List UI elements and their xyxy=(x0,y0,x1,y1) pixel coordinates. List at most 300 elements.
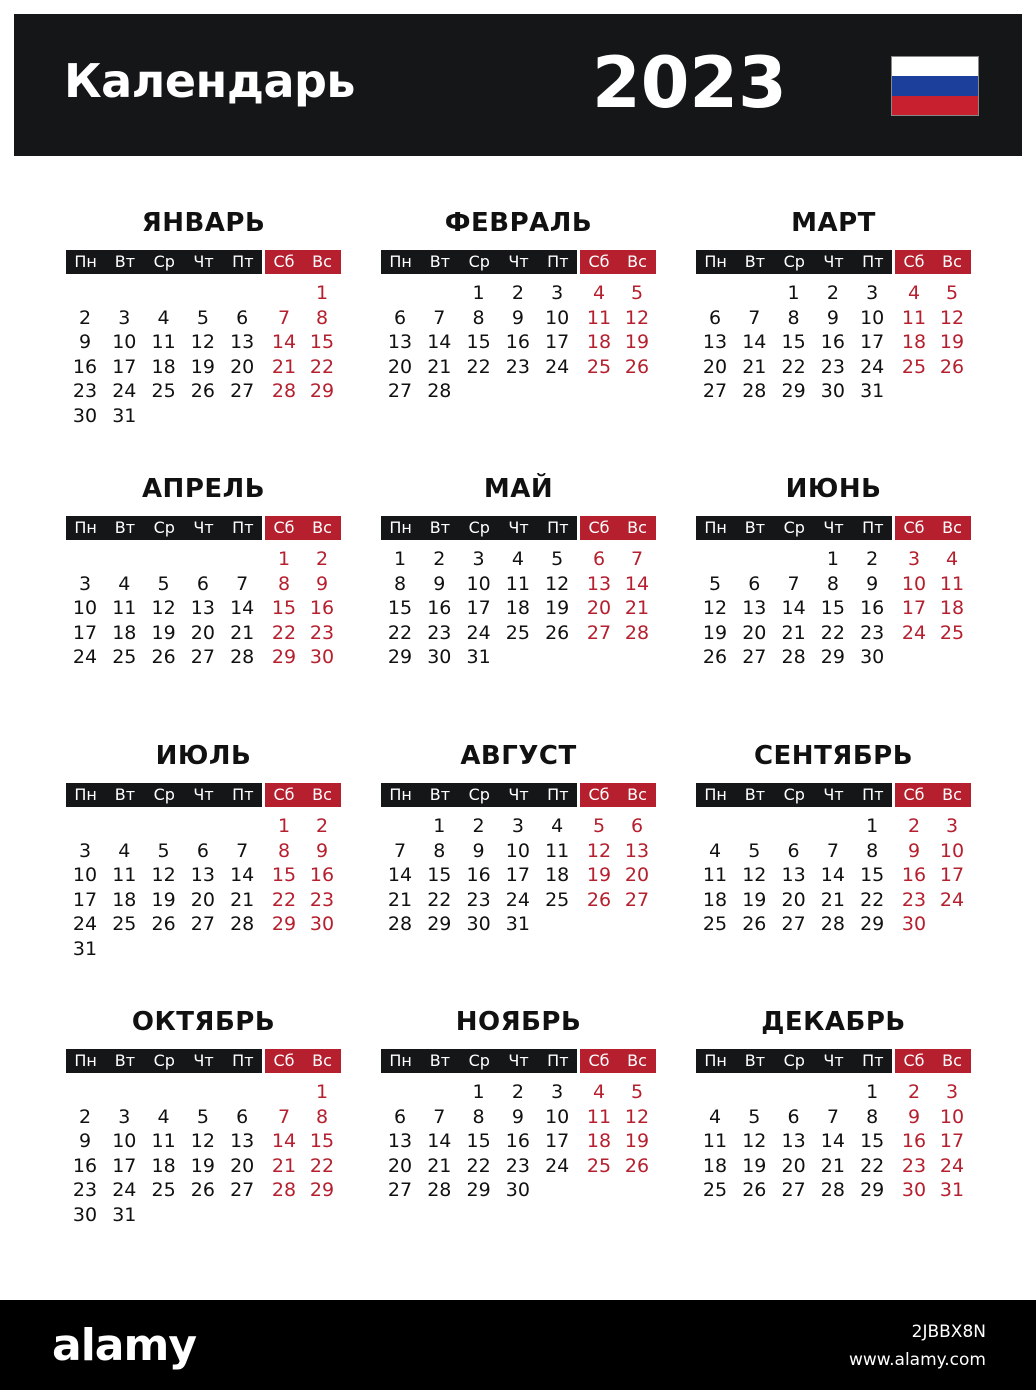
day-cell: 6 xyxy=(787,1105,800,1128)
day-cell: 19 xyxy=(624,1130,650,1152)
day-cell: 19 xyxy=(742,1154,767,1177)
day-cell: 24 xyxy=(545,355,570,378)
day-cell: 16 xyxy=(72,1154,98,1177)
day-cell: 21 xyxy=(271,1154,297,1177)
day-cell: 6 xyxy=(196,572,209,595)
month-block xyxy=(66,1007,341,1252)
day-cell: 3 xyxy=(866,282,879,304)
day-cell: 17 xyxy=(545,331,570,353)
day-cell: 3 xyxy=(472,548,485,570)
day-cell: 12 xyxy=(190,1130,215,1152)
day-cell: 25 xyxy=(702,913,728,935)
month-block xyxy=(66,741,341,986)
month-name: АПРЕЛЬ xyxy=(141,474,266,504)
day-cell: 2 xyxy=(826,282,839,304)
day-cell: 25 xyxy=(112,913,137,935)
day-cell: 31 xyxy=(112,1203,137,1226)
day-cell: 26 xyxy=(151,913,176,935)
day-cell: 28 xyxy=(820,1179,845,1201)
weekday-label: Вт xyxy=(429,252,451,271)
day-cell: 8 xyxy=(433,839,446,862)
day-cell: 19 xyxy=(702,621,728,644)
day-cell: 7 xyxy=(277,1105,291,1128)
day-cell: 14 xyxy=(271,1130,297,1152)
day-cell: 29 xyxy=(860,1179,885,1201)
day-cell: 18 xyxy=(901,331,927,353)
day-cell: 23 xyxy=(309,888,335,911)
weekday-label: Ср xyxy=(783,252,805,271)
day-cell: 7 xyxy=(630,548,644,570)
weekday-label: Ср xyxy=(783,518,805,537)
day-cell: 20 xyxy=(387,355,413,378)
day-cell: 9 xyxy=(826,306,839,329)
day-cell: 30 xyxy=(72,404,98,427)
day-cell: 11 xyxy=(545,839,570,862)
day-cell: 14 xyxy=(624,572,650,595)
day-cell: 4 xyxy=(708,1105,722,1128)
day-cell: 9 xyxy=(472,839,485,862)
weekday-label: Вс xyxy=(942,518,962,537)
weekday-label: Сб xyxy=(588,1051,610,1070)
month-name: ФЕВРАЛЬ xyxy=(444,208,593,238)
day-cell: 21 xyxy=(781,621,806,644)
russia-flag-icon xyxy=(891,56,979,116)
day-cell: 21 xyxy=(230,621,255,644)
day-cell: 5 xyxy=(196,1105,209,1128)
day-cell: 15 xyxy=(271,597,297,619)
weekday-label: Пт xyxy=(862,785,884,804)
day-cell: 11 xyxy=(702,864,728,886)
day-cell: 5 xyxy=(630,1081,644,1103)
weekday-label: Сб xyxy=(588,518,610,537)
day-cell: 4 xyxy=(511,548,524,570)
day-cell: 10 xyxy=(505,839,530,862)
weekday-label: Пт xyxy=(232,785,254,804)
day-cell: 10 xyxy=(72,597,98,619)
footer-url: www.alamy.com xyxy=(848,1350,986,1370)
day-cell: 16 xyxy=(309,597,335,619)
day-cell: 8 xyxy=(472,306,485,329)
day-cell: 21 xyxy=(742,355,767,378)
day-cell: 5 xyxy=(630,282,644,304)
day-cell: 29 xyxy=(781,380,806,402)
day-cell: 9 xyxy=(78,331,92,353)
weekday-label: Ср xyxy=(153,785,175,804)
day-cell: 10 xyxy=(545,306,570,329)
day-cell: 29 xyxy=(387,646,413,668)
day-cell: 29 xyxy=(820,646,845,668)
day-cell: 27 xyxy=(387,380,413,402)
day-cell: 14 xyxy=(820,1130,845,1152)
day-cell: 29 xyxy=(466,1179,491,1201)
day-cell: 23 xyxy=(466,888,491,911)
day-cell: 24 xyxy=(860,355,885,378)
weekday-label: Чт xyxy=(193,518,214,537)
weekday-header-row xyxy=(381,250,656,274)
calendar-title: Календарь xyxy=(64,54,356,108)
month-block xyxy=(381,474,656,719)
day-cell: 19 xyxy=(742,888,767,911)
day-cell: 3 xyxy=(78,839,92,862)
day-cell: 23 xyxy=(505,1154,530,1177)
day-cell: 7 xyxy=(826,839,839,862)
day-cell: 8 xyxy=(826,572,839,595)
day-cell: 18 xyxy=(545,864,570,886)
day-cell: 31 xyxy=(939,1179,965,1201)
day-cell: 13 xyxy=(190,864,215,886)
day-cell: 24 xyxy=(72,913,98,935)
day-cell: 17 xyxy=(466,597,491,619)
day-cell: 1 xyxy=(433,815,446,837)
day-cell: 22 xyxy=(271,888,297,911)
day-cell: 7 xyxy=(787,572,800,595)
day-cell: 13 xyxy=(781,1130,806,1152)
month-name: АВГУСТ xyxy=(460,741,577,771)
day-cell: 20 xyxy=(230,1154,255,1177)
day-cell: 25 xyxy=(939,621,965,644)
day-cell: 18 xyxy=(151,355,176,378)
day-cell: 15 xyxy=(271,864,297,886)
day-cell: 24 xyxy=(901,621,927,644)
month-name: СЕНТЯБРЬ xyxy=(753,741,914,771)
weekday-header-row xyxy=(66,250,341,274)
month-name: НОЯБРЬ xyxy=(455,1007,582,1037)
day-cell: 30 xyxy=(72,1203,98,1226)
weekday-label: Ср xyxy=(468,1051,490,1070)
day-cell: 11 xyxy=(151,1130,176,1152)
month-name: ИЮНЬ xyxy=(785,474,882,504)
day-cell: 18 xyxy=(939,597,965,619)
day-cell: 30 xyxy=(427,646,452,668)
day-cell: 2 xyxy=(866,548,879,570)
day-cell: 1 xyxy=(472,282,485,304)
weekday-label: Пн xyxy=(704,252,727,271)
day-cell: 18 xyxy=(702,888,728,911)
weekday-label: Сб xyxy=(273,252,295,271)
day-cell: 23 xyxy=(860,621,885,644)
month-block xyxy=(66,474,341,719)
day-cell: 23 xyxy=(820,355,845,378)
weekday-label: Сб xyxy=(273,1051,295,1070)
weekday-label: Вт xyxy=(744,1051,766,1070)
day-cell: 9 xyxy=(907,839,921,862)
day-cell: 11 xyxy=(586,1105,612,1128)
weekday-label: Пн xyxy=(389,252,412,271)
day-cell: 12 xyxy=(624,306,650,329)
day-cell: 13 xyxy=(387,331,413,353)
day-cell: 12 xyxy=(151,864,176,886)
weekday-label: Вс xyxy=(627,785,647,804)
day-cell: 25 xyxy=(586,1154,612,1177)
day-cell: 7 xyxy=(433,1105,446,1128)
day-cell: 17 xyxy=(860,331,885,353)
day-cell: 8 xyxy=(277,839,291,862)
day-cell: 6 xyxy=(592,548,606,570)
day-cell: 27 xyxy=(230,380,255,402)
day-cell: 18 xyxy=(505,597,530,619)
day-cell: 25 xyxy=(151,380,176,402)
day-cell: 25 xyxy=(702,1179,728,1201)
day-cell: 19 xyxy=(151,888,176,911)
day-cell: 16 xyxy=(505,1130,530,1152)
day-cell: 14 xyxy=(742,331,767,353)
weekday-header-row xyxy=(696,783,971,807)
day-cell: 10 xyxy=(112,1130,137,1152)
weekday-label: Вт xyxy=(114,252,136,271)
day-cell: 9 xyxy=(866,572,879,595)
weekday-label: Пт xyxy=(547,785,569,804)
day-cell: 26 xyxy=(742,913,767,935)
day-cell: 22 xyxy=(820,621,845,644)
day-cell: 29 xyxy=(427,913,452,935)
day-cell: 31 xyxy=(72,937,98,960)
day-cell: 10 xyxy=(939,839,965,862)
day-cell: 5 xyxy=(157,839,170,862)
month-block xyxy=(381,1007,656,1252)
alamy-logo: alamy xyxy=(52,1320,196,1371)
day-cell: 3 xyxy=(118,306,131,329)
day-cell: 22 xyxy=(466,1154,491,1177)
day-cell: 3 xyxy=(945,815,959,837)
day-cell: 19 xyxy=(545,597,570,619)
weekday-header-row xyxy=(66,783,341,807)
day-cell: 14 xyxy=(271,331,297,353)
day-cell: 27 xyxy=(742,646,767,668)
day-cell: 7 xyxy=(433,306,446,329)
day-cell: 25 xyxy=(901,355,927,378)
day-cell: 3 xyxy=(551,1081,564,1103)
weekday-label: Вт xyxy=(114,1051,136,1070)
day-cell: 28 xyxy=(624,621,650,644)
weekday-label: Пн xyxy=(74,252,97,271)
day-cell: 3 xyxy=(945,1081,959,1103)
day-cell: 20 xyxy=(387,1154,413,1177)
day-cell: 30 xyxy=(309,646,335,668)
day-cell: 12 xyxy=(742,864,767,886)
day-cell: 14 xyxy=(387,864,413,886)
day-cell: 22 xyxy=(387,621,413,644)
day-cell: 13 xyxy=(230,331,255,353)
image-id: 2JBBX8N xyxy=(911,1322,986,1342)
day-cell: 16 xyxy=(901,1130,927,1152)
weekday-label: Пт xyxy=(547,518,569,537)
day-cell: 24 xyxy=(72,646,98,668)
weekday-label: Пн xyxy=(74,518,97,537)
weekday-label: Пн xyxy=(389,785,412,804)
weekday-label: Сб xyxy=(903,1051,925,1070)
month-block xyxy=(66,208,341,453)
day-cell: 23 xyxy=(505,355,530,378)
day-cell: 23 xyxy=(72,1179,98,1201)
day-cell: 14 xyxy=(230,597,255,619)
weekday-label: Пт xyxy=(232,252,254,271)
weekday-header-row xyxy=(66,1049,341,1073)
day-cell: 31 xyxy=(112,404,137,427)
day-cell: 3 xyxy=(551,282,564,304)
day-cell: 13 xyxy=(781,864,806,886)
weekday-label: Вт xyxy=(429,1051,451,1070)
day-cell: 2 xyxy=(315,815,329,837)
day-cell: 22 xyxy=(427,888,452,911)
day-cell: 20 xyxy=(781,1154,806,1177)
day-cell: 18 xyxy=(112,888,137,911)
day-cell: 18 xyxy=(112,621,137,644)
day-cell: 17 xyxy=(545,1130,570,1152)
day-cell: 5 xyxy=(945,282,959,304)
day-cell: 2 xyxy=(472,815,485,837)
day-cell: 30 xyxy=(505,1179,530,1201)
day-cell: 15 xyxy=(387,597,413,619)
day-cell: 27 xyxy=(230,1179,255,1201)
weekday-label: Вс xyxy=(942,785,962,804)
weekday-label: Вс xyxy=(312,785,332,804)
day-cell: 1 xyxy=(393,548,407,570)
day-cell: 27 xyxy=(781,1179,806,1201)
day-cell: 25 xyxy=(545,888,570,911)
weekday-label: Пт xyxy=(862,518,884,537)
day-cell: 9 xyxy=(511,306,524,329)
day-cell: 24 xyxy=(505,888,530,911)
day-cell: 12 xyxy=(151,597,176,619)
day-cell: 22 xyxy=(781,355,806,378)
day-cell: 6 xyxy=(236,306,249,329)
day-cell: 12 xyxy=(939,306,965,329)
day-cell: 7 xyxy=(236,839,249,862)
weekday-label: Вт xyxy=(744,252,766,271)
weekday-label: Вт xyxy=(744,785,766,804)
day-cell: 18 xyxy=(586,1130,612,1152)
day-cell: 11 xyxy=(505,572,530,595)
day-cell: 29 xyxy=(309,1179,335,1201)
day-cell: 23 xyxy=(901,888,927,911)
day-cell: 26 xyxy=(939,355,965,378)
day-cell: 19 xyxy=(190,355,215,378)
day-cell: 18 xyxy=(586,331,612,353)
day-cell: 22 xyxy=(466,355,491,378)
day-cell: 28 xyxy=(230,913,255,935)
day-cell: 27 xyxy=(190,913,215,935)
day-cell: 15 xyxy=(466,1130,491,1152)
day-cell: 12 xyxy=(545,572,570,595)
day-cell: 29 xyxy=(271,913,297,935)
day-cell: 24 xyxy=(466,621,491,644)
weekday-label: Ср xyxy=(153,252,175,271)
day-cell: 23 xyxy=(427,621,452,644)
day-cell: 15 xyxy=(860,1130,885,1152)
day-cell: 22 xyxy=(309,1154,335,1177)
day-cell: 8 xyxy=(866,1105,879,1128)
day-cell: 17 xyxy=(505,864,530,886)
day-cell: 10 xyxy=(545,1105,570,1128)
day-cell: 20 xyxy=(742,621,767,644)
weekday-label: Пн xyxy=(74,1051,97,1070)
day-cell: 24 xyxy=(545,1154,570,1177)
day-cell: 13 xyxy=(586,572,612,595)
day-cell: 5 xyxy=(592,815,606,837)
day-cell: 2 xyxy=(433,548,446,570)
day-cell: 25 xyxy=(151,1179,176,1201)
month-name: ОКТЯБРЬ xyxy=(131,1007,276,1037)
day-cell: 28 xyxy=(271,1179,297,1201)
day-cell: 2 xyxy=(511,282,524,304)
weekday-label: Вс xyxy=(627,1051,647,1070)
day-cell: 16 xyxy=(860,597,885,619)
day-cell: 14 xyxy=(427,1130,452,1152)
weekday-label: Вс xyxy=(627,518,647,537)
day-cell: 15 xyxy=(466,331,491,353)
day-cell: 8 xyxy=(315,306,329,329)
day-cell: 27 xyxy=(586,621,612,644)
day-cell: 21 xyxy=(820,888,845,911)
weekday-label: Вс xyxy=(942,1051,962,1070)
day-cell: 31 xyxy=(505,913,530,935)
day-cell: 28 xyxy=(781,646,806,668)
weekday-label: Чт xyxy=(193,1051,214,1070)
weekday-label: Вс xyxy=(627,252,647,271)
month-name: МАЙ xyxy=(483,474,554,504)
day-cell: 20 xyxy=(781,888,806,911)
day-cell: 27 xyxy=(781,913,806,935)
day-cell: 14 xyxy=(781,597,806,619)
day-cell: 4 xyxy=(907,282,921,304)
day-cell: 17 xyxy=(939,1130,965,1152)
day-cell: 21 xyxy=(427,1154,452,1177)
day-cell: 26 xyxy=(151,646,176,668)
day-cell: 16 xyxy=(466,864,491,886)
day-cell: 22 xyxy=(860,1154,885,1177)
day-cell: 9 xyxy=(907,1105,921,1128)
day-cell: 17 xyxy=(112,355,137,378)
day-cell: 15 xyxy=(820,597,845,619)
weekday-label: Чт xyxy=(508,518,529,537)
weekday-label: Вс xyxy=(312,252,332,271)
weekday-label: Пн xyxy=(704,785,727,804)
day-cell: 4 xyxy=(551,815,564,837)
day-cell: 25 xyxy=(505,621,530,644)
flag-stripe-red xyxy=(892,96,978,115)
day-cell: 16 xyxy=(309,864,335,886)
day-cell: 15 xyxy=(427,864,452,886)
day-cell: 9 xyxy=(511,1105,524,1128)
day-cell: 21 xyxy=(271,355,297,378)
day-cell: 13 xyxy=(742,597,767,619)
day-cell: 18 xyxy=(151,1154,176,1177)
day-cell: 4 xyxy=(945,548,959,570)
day-cell: 28 xyxy=(820,913,845,935)
day-cell: 11 xyxy=(151,331,176,353)
day-cell: 6 xyxy=(236,1105,249,1128)
day-cell: 11 xyxy=(901,306,927,329)
weekday-label: Пт xyxy=(862,1051,884,1070)
day-cell: 12 xyxy=(702,597,728,619)
day-cell: 28 xyxy=(387,913,413,935)
day-cell: 11 xyxy=(586,306,612,329)
day-cell: 5 xyxy=(708,572,722,595)
weekday-label: Пт xyxy=(232,518,254,537)
day-cell: 4 xyxy=(592,282,606,304)
weekday-label: Вт xyxy=(114,785,136,804)
weekday-label: Чт xyxy=(508,785,529,804)
day-cell: 1 xyxy=(826,548,839,570)
weekday-label: Пн xyxy=(389,1051,412,1070)
day-cell: 25 xyxy=(112,646,137,668)
weekday-label: Чт xyxy=(823,518,844,537)
day-cell: 27 xyxy=(702,380,728,402)
day-cell: 8 xyxy=(277,572,291,595)
weekday-label: Пн xyxy=(389,518,412,537)
day-cell: 2 xyxy=(78,306,92,329)
day-cell: 30 xyxy=(309,913,335,935)
